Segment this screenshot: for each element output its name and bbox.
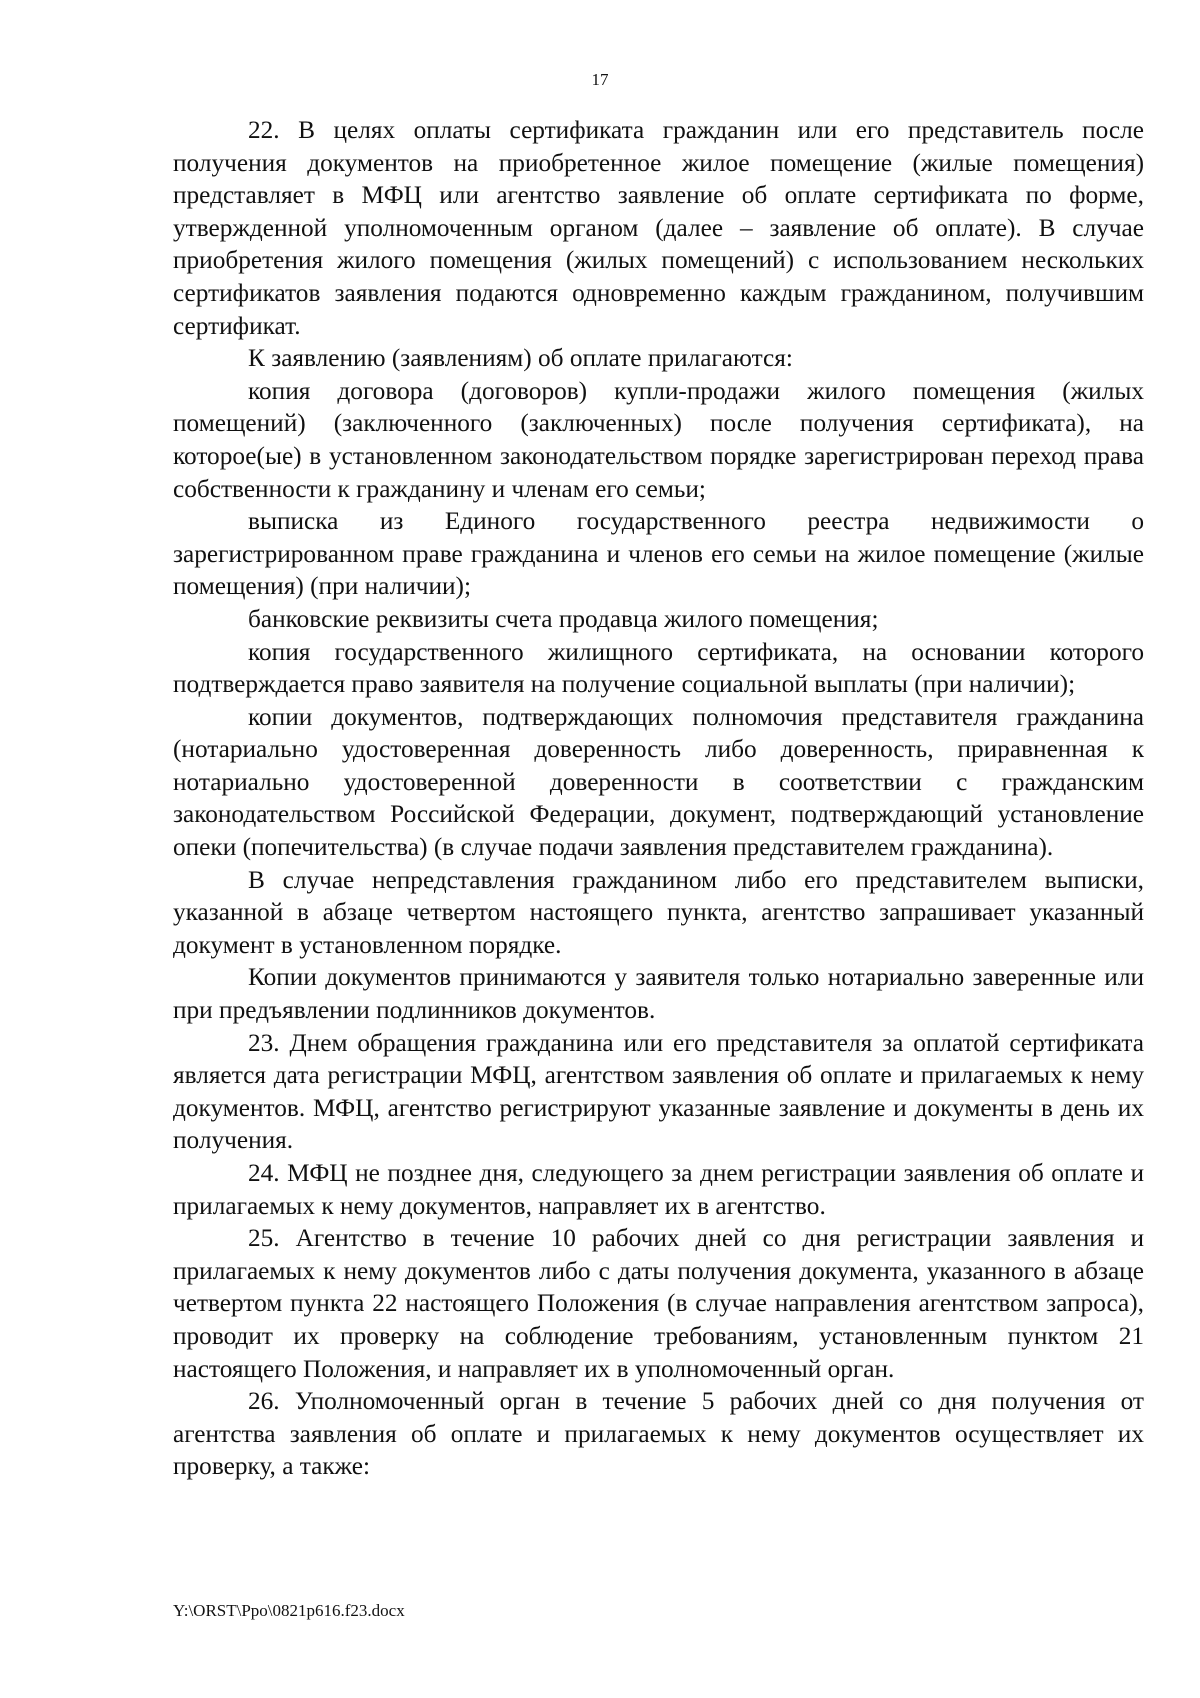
paragraph-26: 26. Уполномоченный орган в течение 5 рабочих дней со дня получения от агентства заявления об оплате и прилагаемых к нему документов осуществляет их проверку, а также: xyxy=(173,1387,1144,1481)
document-body xyxy=(173,114,1144,1483)
paragraph-extract-request: В случае непредставления гражданином либо его представителем выписки, указанной в абзаце четвертом настоящего пункта, агентство запрашивает указанный документ в установленном порядке. xyxy=(173,865,1144,959)
paragraph-22: 22. В целях оплаты сертификата гражданин или его представитель после получения документов на приобретенное жилое помещение (жилые помещения) представляет в МФЦ или агентство заявление об оплате сертификата по форме, утвержденной уполномоченным органом (далее – заявление об оплате). В случае приобретения жилого помещения (жилых помещений) с использованием нескольких сертификатов заявления подаются одновременно каждым гражданином, получившим сертификат. xyxy=(173,116,1144,340)
footer-file-path: Y:\ORST\Ppo\0821p616.f23.docx xyxy=(173,1601,405,1620)
paragraph-bank-details: банковские реквизиты счета продавца жилого помещения; xyxy=(248,604,879,633)
paragraph-registry-extract: выписка из Единого государственного реестра недвижимости о зарегистрированном праве гражданина и членов его семьи на жилое помещение (жилые помещения) (при наличии); xyxy=(173,507,1144,601)
paragraph-notarized-copies: Копии документов принимаются у заявителя только нотариально заверенные или при предъявлении подлинников документов. xyxy=(173,963,1144,1025)
page-number: 17 xyxy=(591,70,609,89)
paragraph-representative-docs: копии документов, подтверждающих полномочия представителя гражданина (нотариально удостоверенная доверенность либо доверенность, приравненная к нотариально удостоверенной доверенности в соответствии с гражданским законодательством Российской Федерации, документ, подтверждающий установление опеки (попечительства) (в случае подачи заявления представителем гражданина). xyxy=(173,702,1144,862)
paragraph-25: 25. Агентство в течение 10 рабочих дней со дня регистрации заявления и прилагаемых к нему документов либо с даты получения документа, указанного в абзаце четвертом пункта 22 настоящего Положения (в случае направления агентством запроса), проводит их проверку на соблюдение требованиям, установленным пунктом 21 настоящего Положения, и направляет их в уполномоченный орган. xyxy=(173,1224,1144,1383)
paragraph-certificate-copy: копия государственного жилищного сертификата, на основании которого подтверждается право заявителя на получение социальной выплаты (при наличии); xyxy=(173,637,1144,699)
paragraph-attachments-intro: К заявлению (заявлениям) об оплате прилагаются: xyxy=(248,344,793,373)
paragraph-23: 23. Днем обращения гражданина или его представителя за оплатой сертификата является дата регистрации МФЦ, агентством заявления об оплате и прилагаемых к нему документов. МФЦ, агентство регистрируют указанные заявление и документы в день их получения. xyxy=(173,1028,1144,1155)
paragraph-24: 24. МФЦ не позднее дня, следующего за днем регистрации заявления об оплате и прилагаемых к нему документов, направляет их в агентство. xyxy=(173,1159,1144,1220)
paragraph-contract-copy: копия договора (договоров) купли-продажи жилого помещения (жилых помещений) (заключенного (заключенных) после получения сертификата), на которое(ые) в установленном законодательством порядке зарегистрирован переход права собственности к гражданину и членам его семьи; xyxy=(173,376,1144,503)
